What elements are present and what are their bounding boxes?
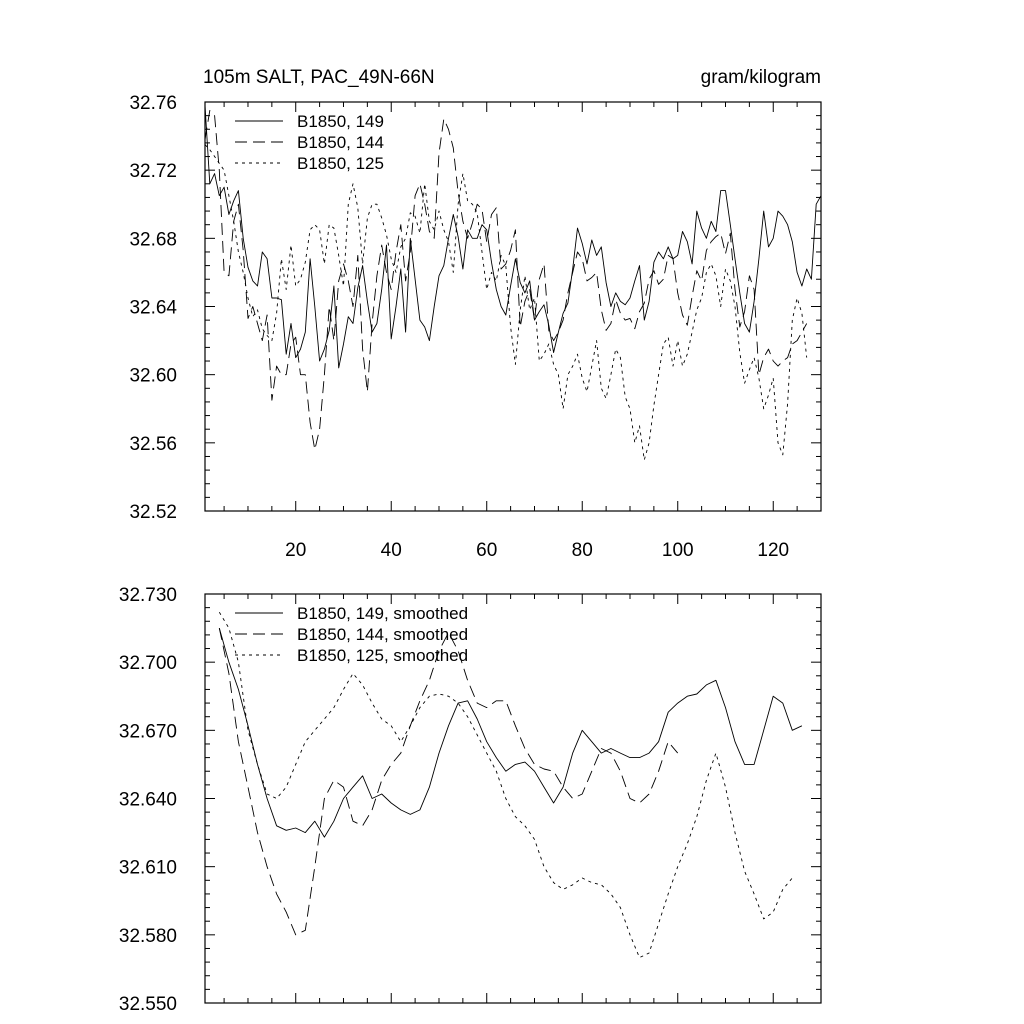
legend-label: B1850, 149, smoothed	[297, 604, 469, 623]
x-tick-label: 80	[571, 540, 593, 561]
legend-label: B1850, 125, smoothed	[297, 646, 469, 665]
series-line	[205, 145, 807, 460]
chart-title: 105m SALT, PAC_49N-66N	[203, 67, 435, 88]
y-tick-label: 32.64	[129, 297, 177, 319]
x-tick-label: 40	[380, 540, 402, 561]
legend	[235, 112, 384, 173]
y-tick-label: 32.610	[118, 857, 177, 879]
x-tick-label: 120	[757, 540, 790, 561]
y-tick-label: 32.56	[129, 433, 177, 455]
y-tick-label: 32.52	[129, 502, 177, 523]
y-tick-label: 32.60	[129, 365, 177, 387]
y-tick-label: 32.72	[129, 161, 177, 183]
x-tick-labels	[285, 540, 789, 561]
y-tick-label: 32.640	[118, 789, 177, 811]
x-tick-label: 20	[285, 540, 307, 561]
y-tick-label: 32.550	[118, 994, 177, 1015]
legend	[235, 604, 468, 665]
y-tick-labels	[129, 93, 177, 523]
y-tick-label: 32.700	[118, 653, 177, 675]
chart-units: gram/kilogram	[700, 67, 821, 88]
series-line	[219, 628, 677, 935]
y-tick-labels	[119, 585, 177, 1015]
x-tick-label: 60	[476, 540, 498, 561]
top-panel	[129, 67, 821, 561]
y-tick-label: 32.730	[118, 585, 177, 606]
y-tick-label: 32.76	[129, 93, 177, 114]
legend-label: B1850, 149	[297, 112, 384, 131]
y-tick-label: 32.670	[118, 721, 177, 743]
legend-label: B1850, 144, smoothed	[297, 625, 469, 644]
legend-label: B1850, 144	[297, 133, 384, 152]
y-tick-label: 32.68	[129, 229, 177, 251]
legend-label: B1850, 125	[297, 154, 384, 173]
bottom-panel	[119, 585, 821, 1015]
x-tick-label: 100	[661, 540, 694, 561]
y-tick-label: 32.580	[118, 925, 177, 947]
